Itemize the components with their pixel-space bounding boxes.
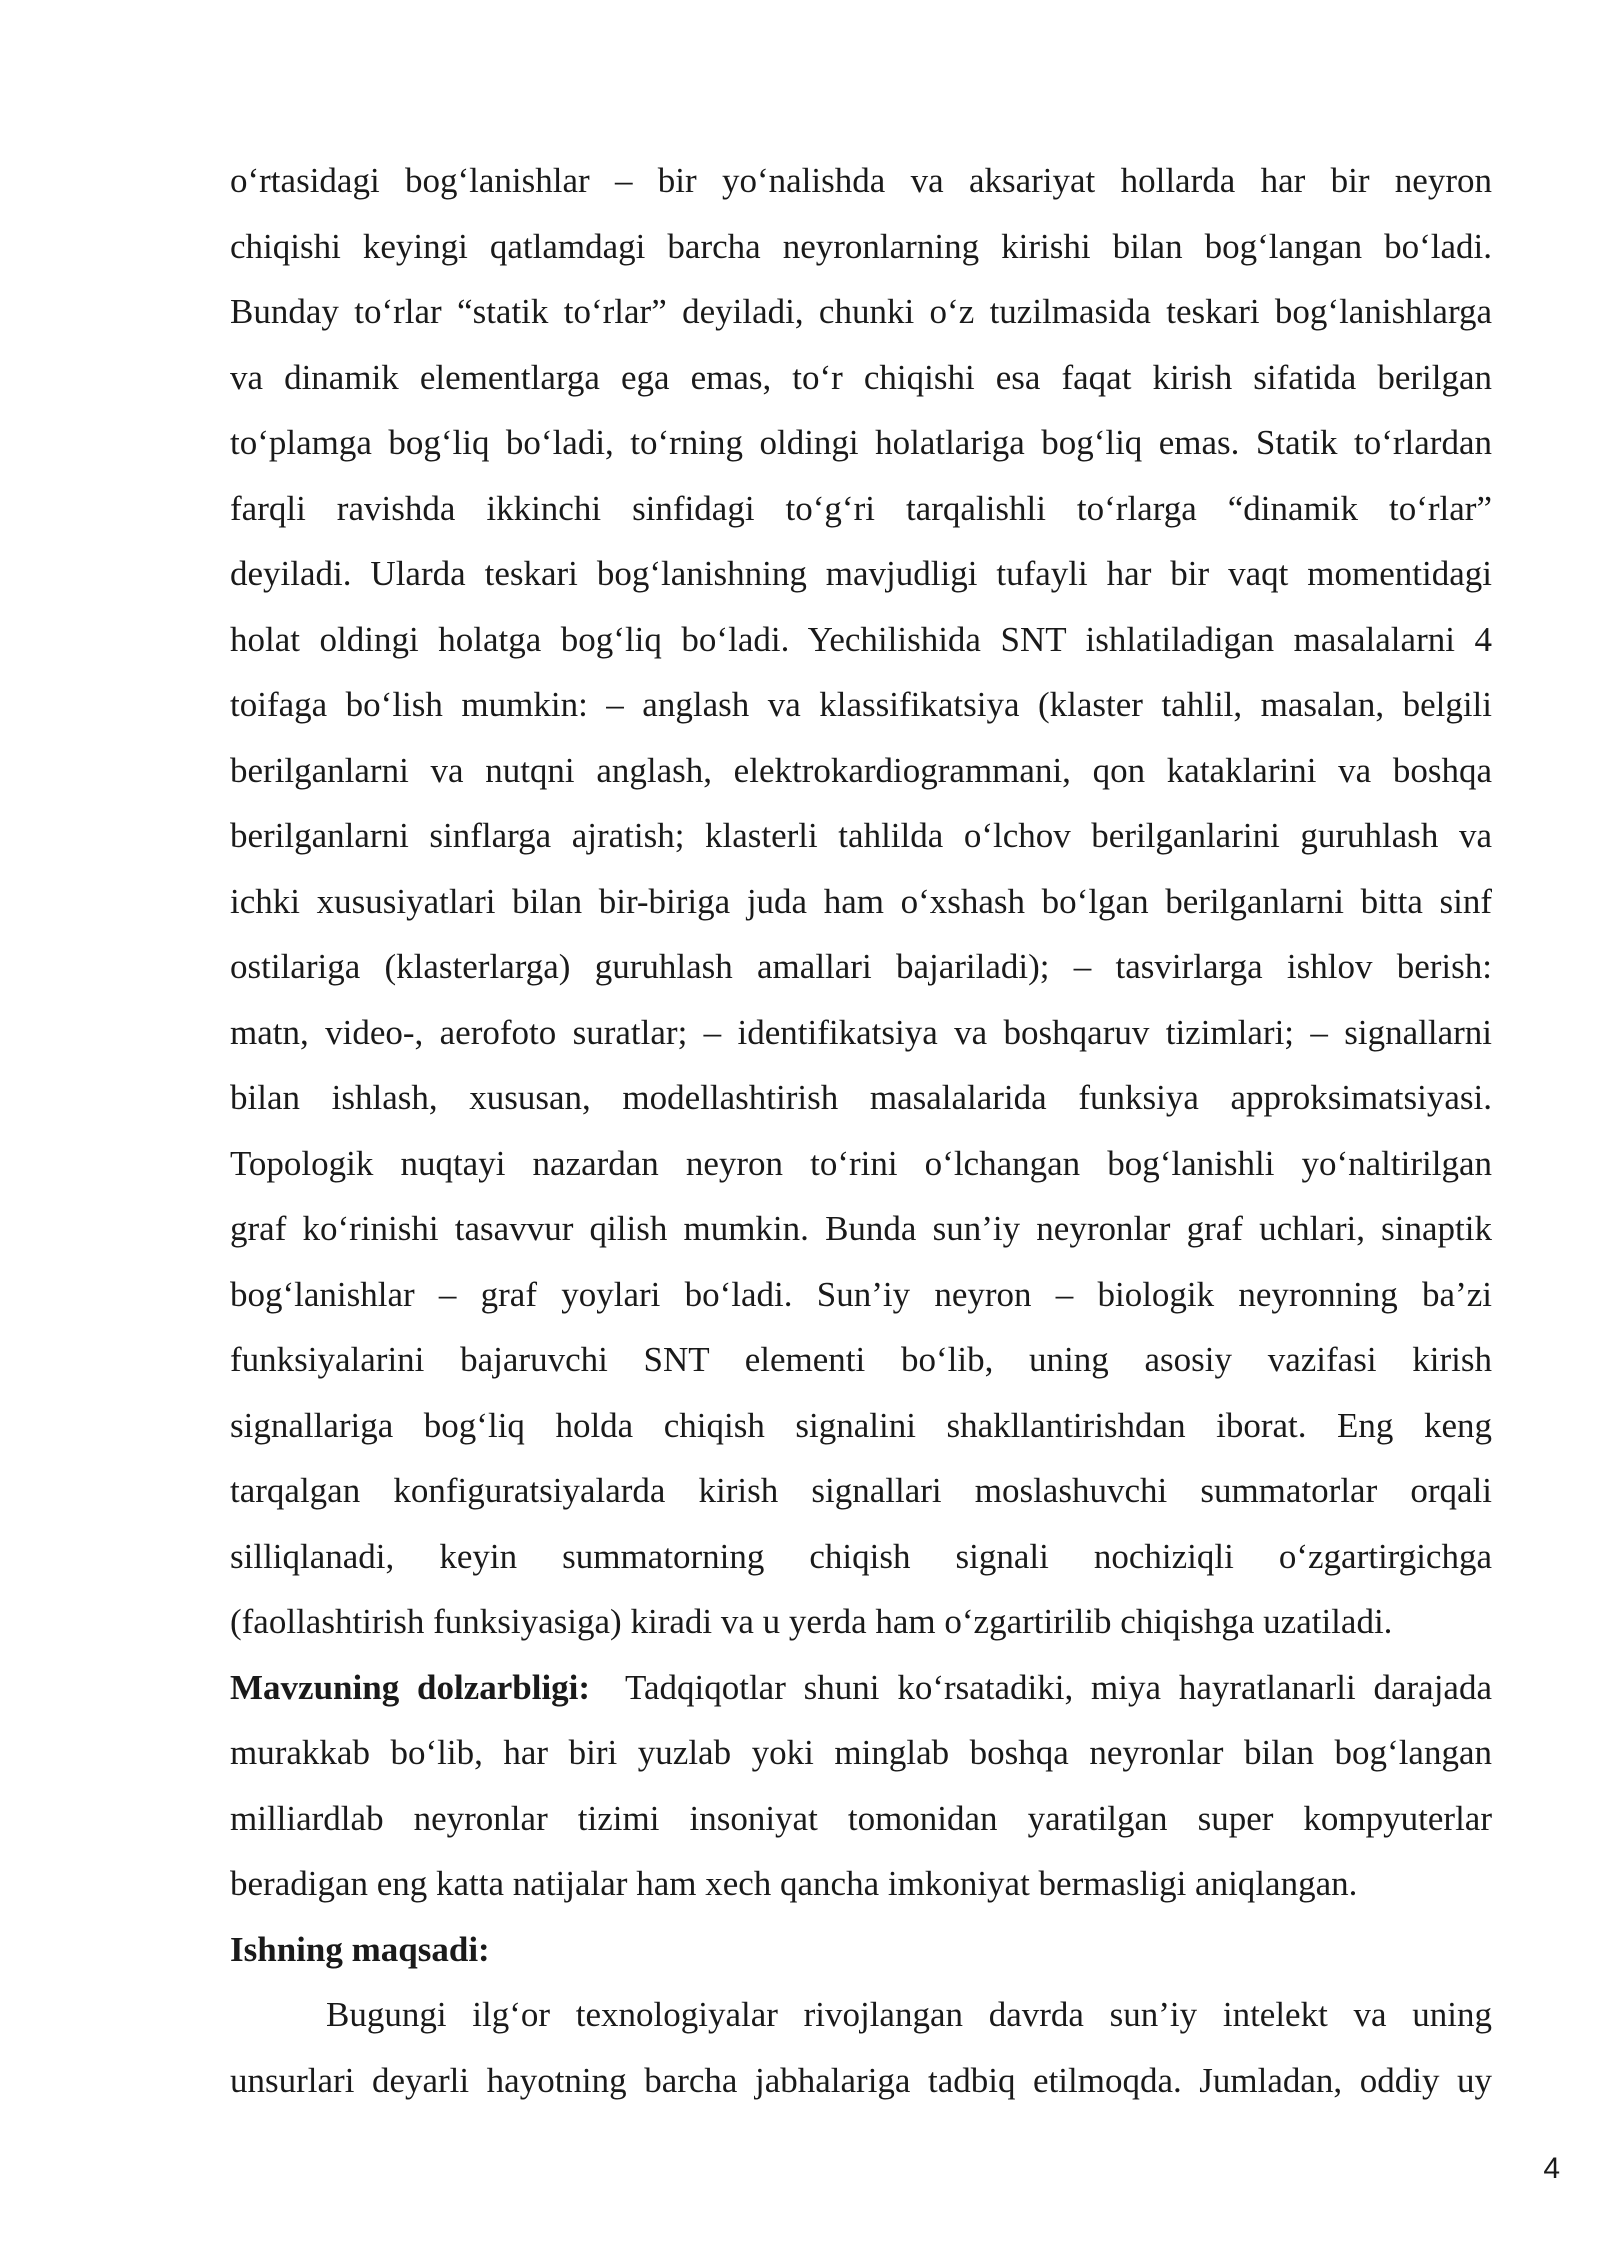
goal-section bbox=[230, 1917, 1492, 2114]
text-line: beradigan eng katta natijalar ham xech qancha imkoniyat bermasligi aniqlangan. bbox=[230, 1864, 1358, 1903]
text-line: signallariga bog‘liq holda chiqish signalini shakllantirishdan iborat. Eng keng bbox=[230, 1405, 1492, 1445]
text-line: matn, video-, aerofoto suratlar; – identifikatsiya va boshqaruv tizimlari; – signallarni bbox=[230, 1012, 1492, 1052]
intro-paragraph bbox=[230, 148, 1492, 1655]
text-line: berilganlarni va nutqni anglash, elektrokardiogrammani, qon kataklarini va boshqa bbox=[230, 750, 1492, 790]
relevance-first-line-text: Tadqiqotlar shuni ko‘rsatadiki, miya hayratlanarli darajada bbox=[625, 1667, 1492, 1707]
text-line: funksiyalarini bajaruvchi SNT elementi bo‘lib, uning asosiy vazifasi kirish bbox=[230, 1340, 1492, 1379]
text-line: holat oldingi holatga bog‘liq bo‘ladi. Yechilishida SNT ishlatiladigan masalalarni 4 bbox=[230, 619, 1492, 659]
text-line: Bugungi ilg‘or texnologiyalar rivojlangan davrda sun’iy intelekt va uning bbox=[326, 1995, 1492, 2034]
text-line: (faollashtirish funksiyasiga) kiradi va u yerda ham o‘zgartirilib chiqishga uzatiladi. bbox=[230, 1602, 1393, 1641]
text-line: Topologik nuqtayi nazardan neyron to‘rini o‘lchangan bog‘lanishli yo‘naltirilgan bbox=[230, 1143, 1492, 1183]
text-line: toifaga bo‘lish mumkin: – anglash va klassifikatsiya (klaster tahlil, masalan, belgili bbox=[230, 685, 1492, 724]
text-line: murakkab bo‘lib, har biri yuzlab yoki minglab boshqa neyronlar bilan bog‘langan bbox=[230, 1733, 1492, 1772]
text-line: va dinamik elementlarga ega emas, to‘r chiqishi esa faqat kirish sifatida berilgan bbox=[230, 357, 1492, 397]
text-line: unsurlari deyarli hayotning barcha jabhalariga tadbiq etilmoqda. Jumladan, oddiy uy bbox=[230, 2060, 1492, 2100]
text-line: bog‘lanishlar – graf yoylari bo‘ladi. Sun’iy neyron – biologik neyronning ba’zi bbox=[230, 1274, 1492, 1314]
text-line: farqli ravishda ikkinchi sinfidagi to‘g‘ri tarqalishli to‘rlarga “dinamik to‘rlar” bbox=[230, 488, 1492, 528]
text-line: graf ko‘rinishi tasavvur qilish mumkin. Bunda sun’iy neyronlar graf uchlari, sinaptik bbox=[230, 1209, 1492, 1248]
text-line: ostilariga (klasterlarga) guruhlash amallari bajariladi); – tasvirlarga ishlov berish: bbox=[230, 947, 1492, 986]
text-line: berilganlarni sinflarga ajratish; klasterli tahlilda o‘lchov berilganlarini guruhlash va bbox=[230, 816, 1492, 855]
text-line: o‘rtasidagi bog‘lanishlar – bir yo‘nalishda va aksariyat hollarda har bir neyron bbox=[230, 161, 1492, 200]
text-line: milliardlab neyronlar tizimi insoniyat tomonidan yaratilgan super kompyuterlar bbox=[230, 1798, 1492, 1838]
text-line: bilan ishlash, xususan, modellashtirish masalalarida funksiya approksimatsiyasi. bbox=[230, 1078, 1492, 1117]
relevance-section bbox=[230, 1655, 1492, 1917]
text-line: silliqlanadi, keyin summatorning chiqish signali nochiziqli o‘zgartirgichga bbox=[230, 1536, 1492, 1576]
relevance-label: Mavzuning dolzarbligi: bbox=[230, 1667, 591, 1707]
relevance-first-line bbox=[230, 1655, 1492, 1721]
goal-heading: Ishning maqsadi: bbox=[230, 1929, 490, 1969]
text-line: to‘plamga bog‘liq bo‘ladi, to‘rning oldingi holatlariga bog‘liq emas. Statik to‘rlardan bbox=[230, 423, 1492, 462]
text-line: ichki xususiyatlari bilan bir-biriga juda ham o‘xshash bo‘lgan berilganlarni bitta sinf bbox=[230, 881, 1492, 921]
text-line: chiqishi keyingi qatlamdagi barcha neyronlarning kirishi bilan bog‘langan bo‘ladi. bbox=[230, 226, 1492, 266]
text-line: deyiladi. Ularda teskari bog‘lanishning mavjudligi tufayli har bir vaqt momentidagi bbox=[230, 554, 1492, 593]
page-body bbox=[230, 148, 1492, 2113]
text-line: tarqalgan konfiguratsiyalarda kirish signallari moslashuvchi summatorlar orqali bbox=[230, 1471, 1492, 1510]
text-line: Bunday to‘rlar “statik to‘rlar” deyiladi, chunki o‘z tuzilmasida teskari bog‘lanishlarga bbox=[230, 292, 1492, 331]
page-number: 4 bbox=[1543, 2152, 1560, 2185]
